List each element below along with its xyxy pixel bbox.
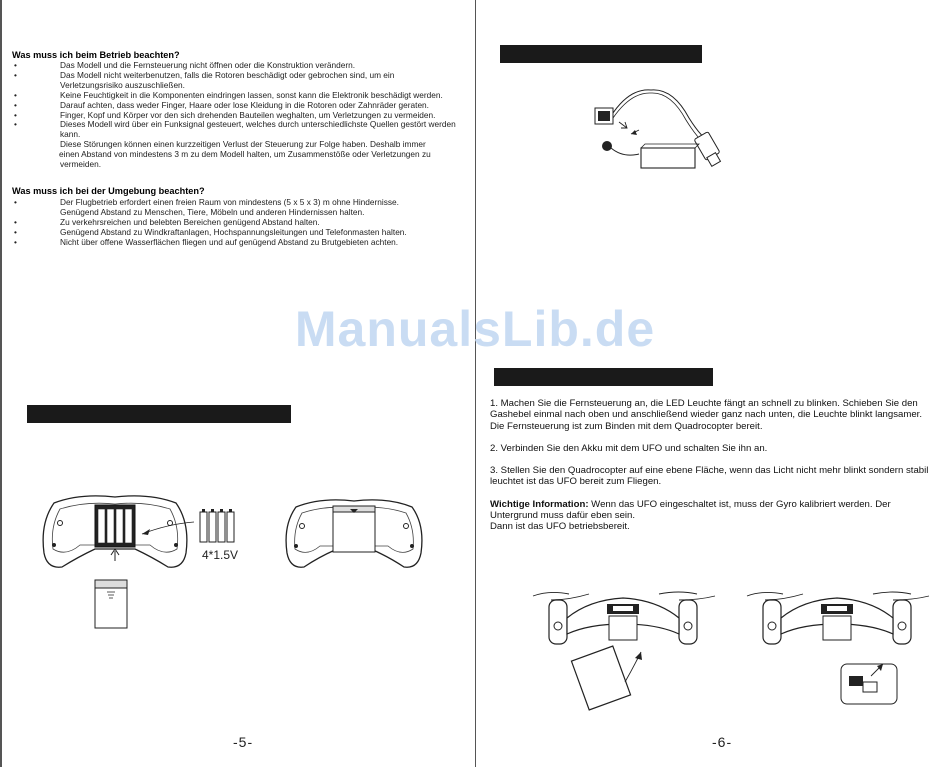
step-2-text: 2. Verbinden Sie den Akku mit dem UFO und schalten Sie ihn an. [490,442,768,454]
controller-closed-illustration [283,497,425,573]
batteries-illustration [198,508,238,544]
operation-list [12,61,472,170]
list-item: • Dieses Modell wird über ein Funksignal gesteuert, welches durch unterschiedlichste Quellen gestört werden kann. [14,119,456,140]
list-item: • Keine Feuchtigkeit in die Komponenten eindringen lassen, sonst kann die Elektronik beschädigt werden. [14,89,443,100]
list-item: • Darauf achten, dass weder Finger, Haare oder lose Kleidung in die Rotoren oder Zahnräder geraten. [14,99,429,110]
section-header-bar-binding [494,368,713,386]
page-number: -5- [233,734,254,750]
battery-spec-label: 4*1.5V [202,548,239,562]
heading-operation: Was muss ich beim Betrieb beachten? [12,50,180,60]
right-page [477,0,950,767]
list-item: • Das Modell und die Fernsteuerung nicht öffnen oder die Konstruktion verändern. [14,60,356,70]
list-item: • Genügend Abstand zu Windkraftanlagen, Hochspannungsleitungen und Telefonmasten halten. [14,226,407,237]
quadcopter-switch-illustration [743,578,933,708]
important-text-2: Dann ist das UFO betriebsbereit. [490,521,630,533]
important-label: Wichtige Information: [490,498,589,510]
step-1-text: 1. Machen Sie die Fernsteuerung an, die LED Leuchte fängt an schnell zu blinken. Schieben Sie den Gashebel einmal nach oben und anschließend wieder ganz nach unten, die Leuchte blinkt langsamer. Die Fernsteuerung ist zum Binden mit dem Quadrocopter bereit. [490,398,923,432]
operation-note: vermeiden. [60,159,102,170]
binding-instructions [490,398,930,533]
list-item: • Der Flugbetrieb erfordert einen freien Raum von mindestens (5 x 5 x 3) m ohne Hindernisse. [14,197,399,207]
list-item: Genügend Abstand zu Menschen, Tiere, Möbeln und anderen Hindernissen halten. [60,206,365,217]
step-3-text: 3. Stellen Sie den Quadrocopter auf eine ebene Fläche, wenn das Licht nicht mehr blinkt sondern stabil leuchtet ist das UFO bereit zum Fliegen. [490,465,929,488]
page-border-left [0,0,2,767]
list-item: • Finger, Kopf und Körper vor den sich drehenden Bauteilen weghalten, um Verletzungen zu vermeiden. [14,109,436,120]
section-header-bar-battery [27,405,291,423]
important-text: Wenn das UFO eingeschaltet ist, muss der Gyro kalibriert werden. Der Untergrund muss dafür eben sein. [490,498,891,522]
operation-note: Diese Störungen können einen kurzzeitigen Verlust der Steuerung zur Folge haben. Deshalb immer [60,139,426,150]
watermark: ManualsLib.de [294,301,656,357]
environment-list [12,198,472,248]
list-item: • Nicht über offene Wasserflächen fliegen und auf genügend Abstand zu Brutgebieten achten. [14,236,399,247]
page-number: -6- [712,734,733,750]
arrow-icon [138,518,196,538]
battery-cover-illustration [93,578,129,630]
list-item: • Zu verkehrsreichen und belebten Bereichen genügend Abstand halten. [14,216,320,227]
list-item: • Das Modell nicht weiterbenutzen, falls die Rotoren beschädigt oder gebrochen sind, um ein Verletzungsrisiko auszuschließen. [14,69,395,90]
heading-environment: Was muss ich bei der Umgebung beachten? [12,186,205,196]
quadcopter-battery-illustration [529,578,719,708]
section-header-bar-charging [500,45,702,63]
important-info [490,499,930,522]
operation-note: einen Abstand von mindestens 3 m zu dem Modell halten, um Zusammenstöße oder Verletzungen zu [59,149,431,160]
usb-charger-illustration [589,78,719,178]
